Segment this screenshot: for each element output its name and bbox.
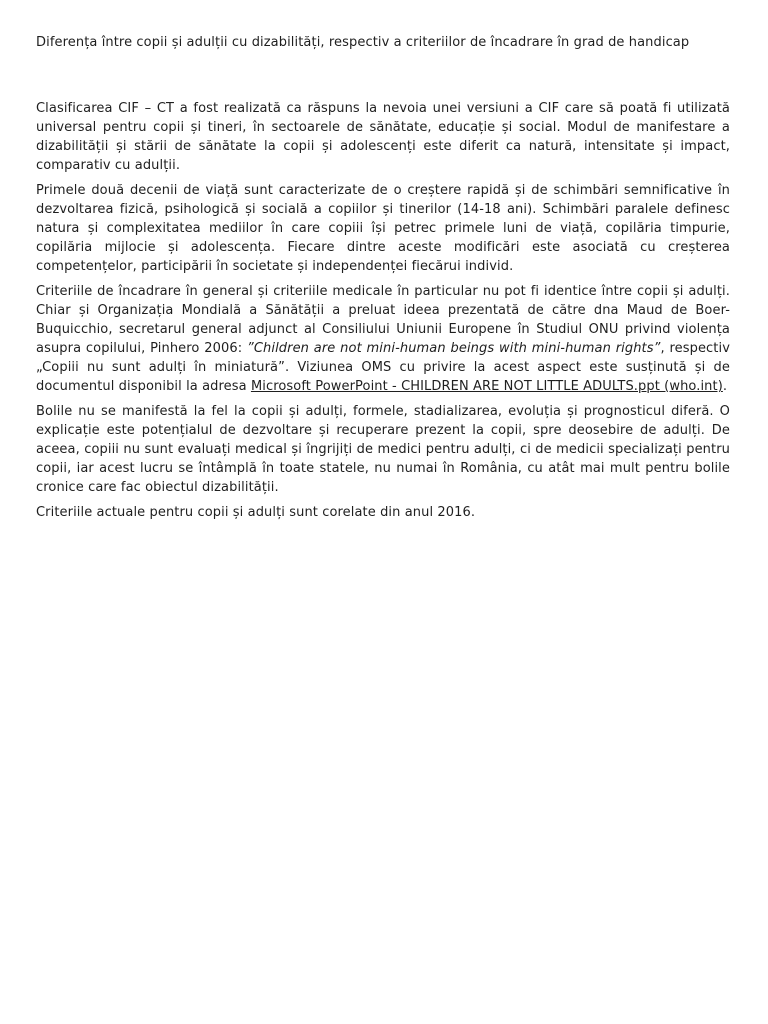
paragraph-cif-ct: Clasificarea CIF – CT a fost realizată ca răspuns la nevoia unei versiuni a CIF care să poată fi utilizată universal pentru copii și tineri, în sectoarele de sănătate, educație și social. Modul de manifestare a dizabilității și stării de sănătate la copii și adolescenți este diferit ca natură, intensitate și impact, comparativ cu adulții.: [36, 101, 730, 173]
document-title: Diferența între copii și adulții cu dizabilități, respectiv a criteriilor de încadrare în grad de handicap: [36, 35, 690, 50]
paragraph-text-before-quote: Criteriile de încadrare în general și criteriile medicale în particular nu pot fi identice între copii și adulți. Chiar și Organizația Mondială a Sănătății a preluat ideea prezentată de către dna Maud de Boer-Buquicchio, secretarul general adjunct al Consiliului Uniunii Europene în Studiul ONU privind violența asupra copilului, Pinhero 2006:: [36, 284, 730, 356]
document-page: [36, 33, 730, 528]
paragraph-period: .: [722, 379, 728, 394]
paragraph-text-after-quote: , respectiv „Copiii nu sunt adulți în miniatură”. Viziunea OMS cu privire la acest aspect este susținută și de documentul disponibil la adresa: [36, 341, 730, 394]
paragraph-first-two-decades: Primele două decenii de viață sunt caracterizate de o creștere rapidă și de schimbări semnificative în dezvoltarea fizică, psihologică și socială a copiilor și tinerilor (14-18 ani). Schimbări paralele definesc natura și complexitatea mediilor în care copiii își petrec primele luni de viață, copilăria timpurie, copilăria mijlocie și adolescența. Fiecare dintre aceste modificări este asociată cu creșterea competențelor, participării în societate și independenței fiecărui individ.: [36, 183, 730, 274]
paragraph-diseases-differ: Bolile nu se manifestă la fel la copii și adulți, formele, stadializarea, evoluția și prognosticul diferă. O explicație este potențialul de dezvoltare și recuperare prezent la copii, spre deosebire de adulți. De aceea, copiii nu sunt evaluați medical și îngrijiți de medici pentru adulți, ci de medicii specializați pentru copii, iar acest lucru se întâmplă în toate statele, nu numai în România, cu atât mai mult pentru bolile cronice care fac obiectul dizabilității.: [36, 404, 730, 495]
paragraph-criteria-identical: [36, 282, 730, 396]
italic-quote: ”Children are not mini-human beings with mini-human rights”: [247, 341, 661, 356]
paragraph-current-criteria: Criteriile actuale pentru copii și adulți sunt corelate din anul 2016.: [36, 505, 476, 520]
who-document-link[interactable]: Microsoft PowerPoint - CHILDREN ARE NOT LITTLE ADULTS.ppt (who.int): [250, 379, 723, 394]
